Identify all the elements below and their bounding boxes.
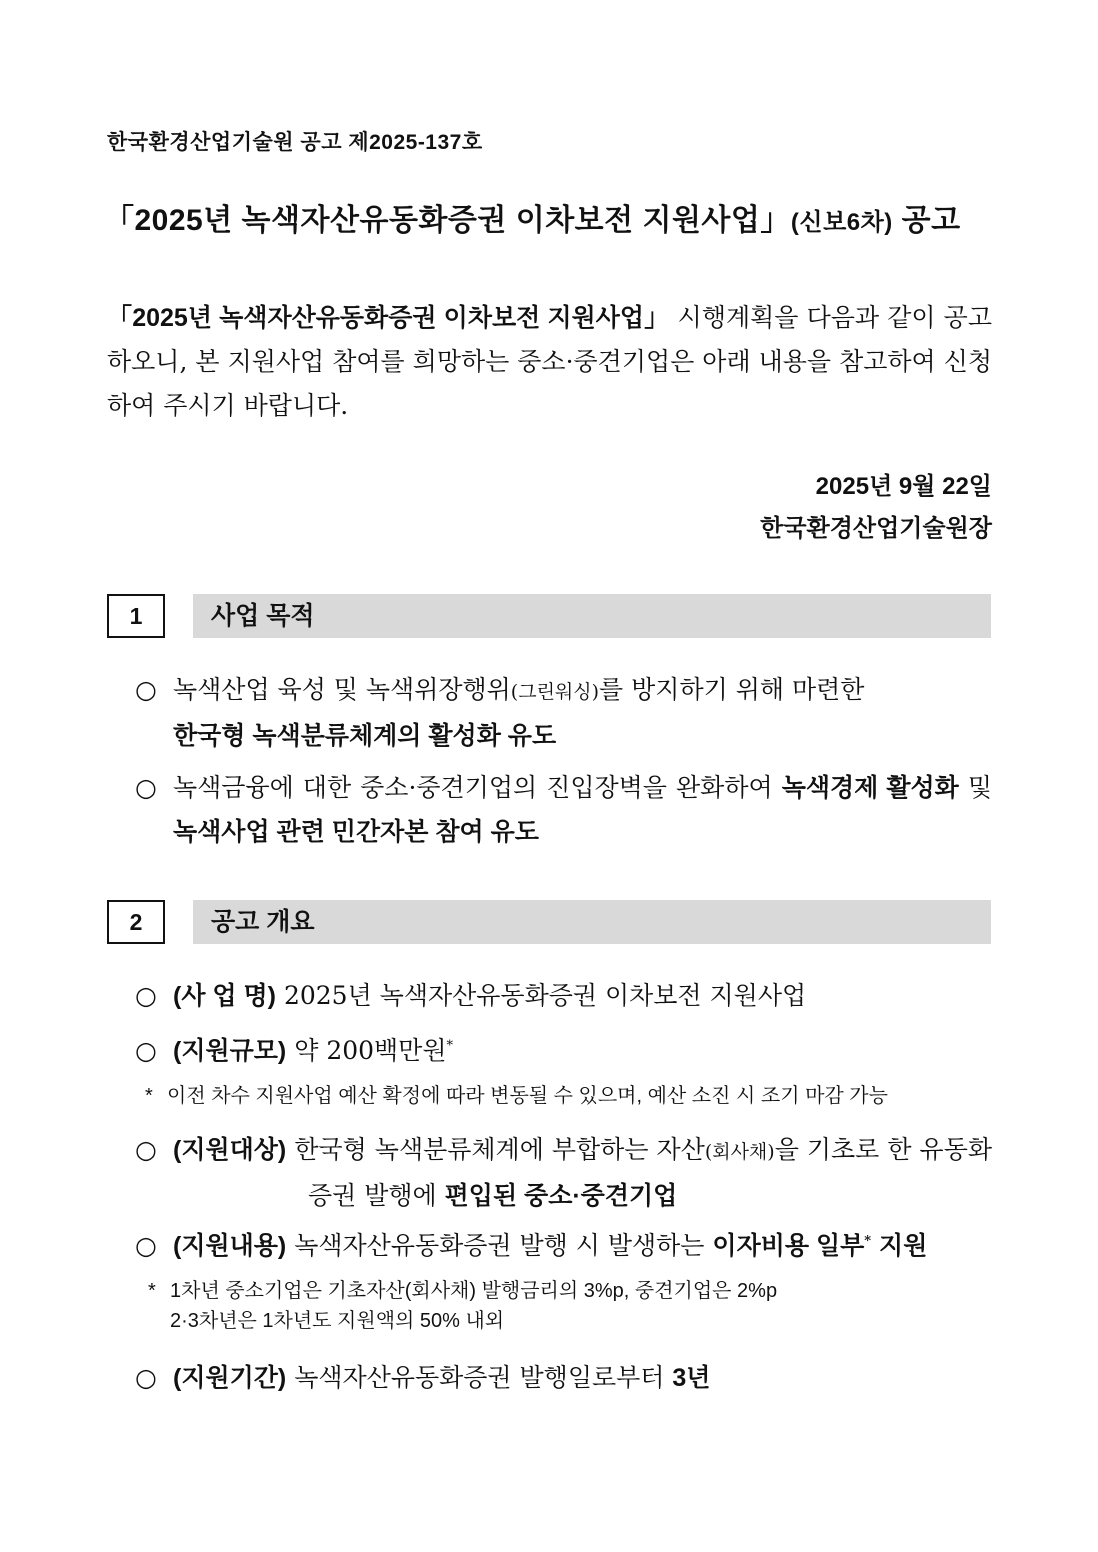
list-item xyxy=(135,766,992,854)
section-title-bar xyxy=(193,900,991,944)
item-text: 및 xyxy=(967,773,993,802)
item-emphasis: 3년 xyxy=(672,1364,711,1392)
issuer-name: 한국환경산업기술원장 xyxy=(760,515,992,542)
item-text: 녹색산업 육성 및 녹색위장행위 xyxy=(173,675,511,704)
item-label: (지원대상) xyxy=(173,1136,287,1164)
list-item xyxy=(135,1224,992,1268)
item-emphasis: 지원 xyxy=(879,1232,928,1260)
section-header-1 xyxy=(107,594,991,638)
footnote-star: * xyxy=(148,1280,156,1302)
notice-number: 한국환경산업기술원 공고 제2025-137호 xyxy=(107,131,483,154)
section-title-bar xyxy=(193,594,991,638)
footnote-star: * xyxy=(145,1085,153,1107)
list-item xyxy=(135,1128,992,1218)
list-item xyxy=(135,974,992,1018)
footnote-text: 2·3차년은 1차년도 지원액의 50% 내외 xyxy=(170,1310,505,1332)
item-label: (지원내용) xyxy=(173,1232,287,1260)
title-end: 공고 xyxy=(901,204,961,237)
list-item xyxy=(135,668,992,758)
bullet-circle-icon: ○ xyxy=(135,675,157,704)
footnote-mark: * xyxy=(864,1233,872,1249)
intro-text: 시행계획을 다음과 같이 공고하오니, 본 지원사업 참여를 희망하는 중소·중견기업은 아래 내용을 참고하여 신청하여 주시기 바랍니다. xyxy=(107,303,992,420)
item-emphasis: 녹색사업 관련 민간자본 참여 유도 xyxy=(173,818,539,846)
item-emphasis: 편입된 중소·중견기업 xyxy=(444,1182,678,1210)
item-label: (지원기간) xyxy=(173,1364,287,1392)
footnote xyxy=(145,1081,888,1111)
item-value: 2025년 녹색자산유동화증권 이차보전 지원사업 xyxy=(283,981,807,1010)
item-label: (지원규모) xyxy=(173,1037,287,1065)
title-main: 「2025년 녹색자산유동화증권 이차보전 지원사업」 xyxy=(104,204,791,237)
item-label: (사 업 명) xyxy=(173,982,276,1010)
bullet-circle-icon: ○ xyxy=(135,773,157,802)
bullet-circle-icon: ○ xyxy=(135,1363,157,1392)
item-value: 녹색자산유동화증권 발행일로부터 xyxy=(294,1363,665,1392)
footnote-text: 1차년 중소기업은 기초자산(회사채) 발행금리의 3%p, 중견기업은 2%p xyxy=(170,1280,778,1302)
item-emphasis: 녹색경제 활성화 xyxy=(781,774,959,802)
item-text-small: (그린워싱) xyxy=(510,681,600,703)
title-suffix: (신보6차) xyxy=(790,209,893,236)
item-value-small: (회사채) xyxy=(704,1141,775,1163)
item-text: 녹색금융에 대한 중소·중견기업의 진입장벽을 완화하여 xyxy=(173,773,773,802)
bullet-circle-icon: ○ xyxy=(135,1036,157,1065)
section-title: 사업 목적 xyxy=(211,602,315,630)
item-emphasis: 이자비용 일부 xyxy=(712,1232,865,1260)
item-value: 을 기초로 한 유동화증권 발행에 xyxy=(308,1135,992,1210)
footnote-text: 이전 차수 지원사업 예산 확정에 따라 변동될 수 있으며, 예산 소진 시 조기 마감 가능 xyxy=(167,1085,888,1107)
list-item xyxy=(135,1356,992,1400)
footnote-mark: * xyxy=(446,1038,453,1054)
bullet-circle-icon: ○ xyxy=(135,1231,157,1260)
item-emphasis: 한국형 녹색분류체계의 활성화 유도 xyxy=(173,722,557,750)
item-value: 한국형 녹색분류체계에 부합하는 자산 xyxy=(294,1135,705,1164)
section-title: 공고 개요 xyxy=(211,908,315,936)
item-value: 약 200백만원 xyxy=(294,1036,447,1065)
section-header-2 xyxy=(107,900,991,944)
item-text: 를 방지하기 위해 마련한 xyxy=(599,675,865,704)
item-value: 녹색자산유동화증권 발행 시 발생하는 xyxy=(294,1231,705,1260)
section-number: 1 xyxy=(107,594,165,638)
section-number: 2 xyxy=(107,900,165,944)
footnote xyxy=(148,1276,777,1336)
bullet-circle-icon: ○ xyxy=(135,1135,157,1164)
list-item xyxy=(135,1029,992,1073)
intro-paragraph xyxy=(107,296,992,428)
notice-date: 2025년 9월 22일 xyxy=(815,473,992,500)
bullet-circle-icon: ○ xyxy=(135,981,157,1010)
document-title xyxy=(104,195,961,239)
intro-program-name: 「2025년 녹색자산유동화증권 이차보전 지원사업」 xyxy=(107,304,670,332)
